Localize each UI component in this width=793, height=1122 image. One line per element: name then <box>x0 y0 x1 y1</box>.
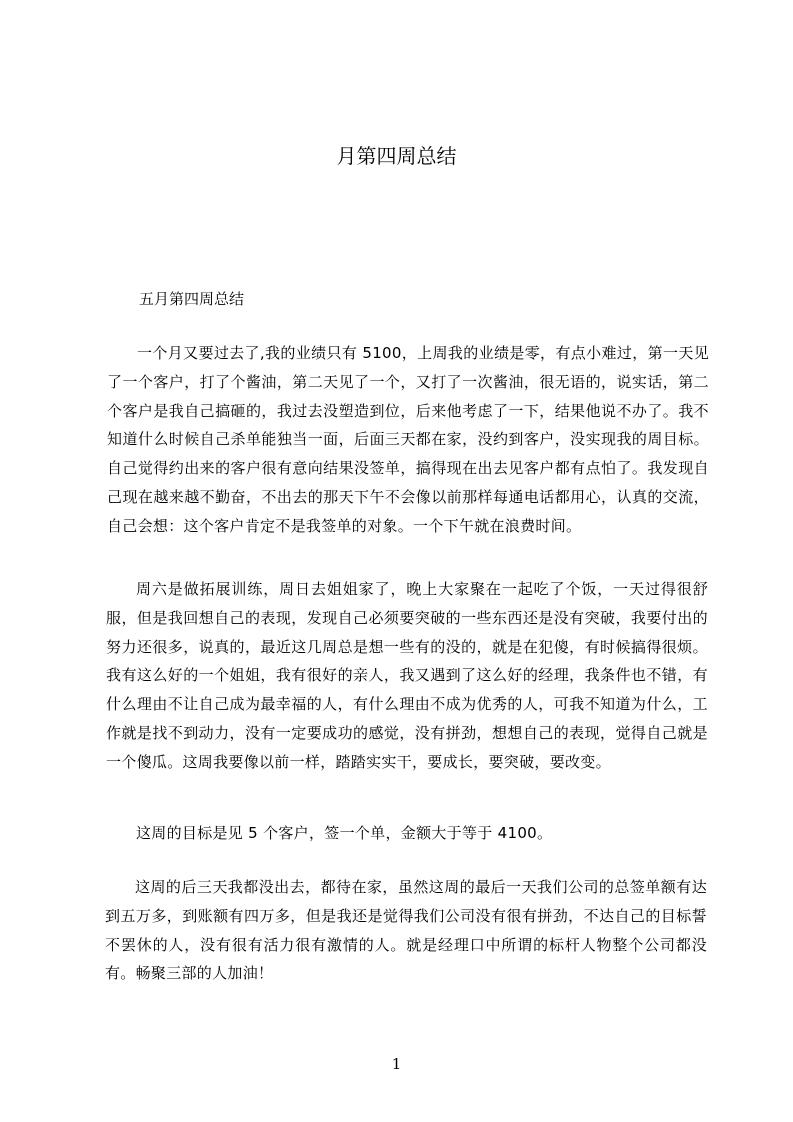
paragraph-3: 这周的目标是见 5 个客户，签一个单，金额大于等于 4100。 <box>136 824 553 842</box>
paragraph-1: 一个月又要过去了,我的业绩只有 5100，上周我的业绩是零，有点小难过，第一天见了一个客户，打了个酱油，第二天见了一个，又打了一次酱油，很无语的，说实话，第二个客户是我自己搞砸的，我过去没塑造到位，后来他考虑了一下，结果他说不办了。我不知道什么时候自己杀单能独当一面，后面三天都在家，没约到客户，没实现我的周目标。自己觉得约出来的客户很有意向结果没签单，搞得现在出去见客户都有点怕了。我发现自己现在越来越不勤奋，不出去的那天下午不会像以前那样每通电话都用心，认真的交流，自己会想：这个客户肯定不是我签单的对象。一个下午就在浪费时间。 <box>107 344 709 535</box>
paragraph-2: 周六是做拓展训练，周日去姐姐家了，晚上大家聚在一起吃了个饭，一天过得很舒服，但是我回想自己的表现，发现自己必须要突破的一些东西还是没有突破，我要付出的努力还很多，说真的，最近这几周总是想一些有的没的，就是在犯傻，有时候搞得很烦。我有这么好的一个姐姐，我有很好的亲人，我又遇到了这么好的经理，我条件也不错，有什么理由不让自己成为最幸福的人，有什么理由不成为优秀的人，可我不知道为什么，工作就是找不到动力，没有一定要成功的感觉，没有拼劲，想想自己的表现，觉得自己就是一个傻瓜。这周我要像以前一样，踏踏实实干，要成长，要突破，要改变。 <box>106 580 708 771</box>
paragraph-4: 这周的后三天我都没出去，都待在家，虽然这周的最后一天我们公司的总签单额有达到五万多，到账额有四万多，但是我还是觉得我们公司没有很有拼劲，不达自己的目标誓不罢休的人，没有很有活力很有激情的人。就是经理口中所谓的标杆人物整个公司都没有。畅聚三部的人加油！ <box>105 878 707 983</box>
document-title: 月第四周总结 <box>336 144 457 168</box>
page-number: 1 <box>391 1055 402 1073</box>
document-subtitle: 五月第四周总结 <box>139 290 245 308</box>
